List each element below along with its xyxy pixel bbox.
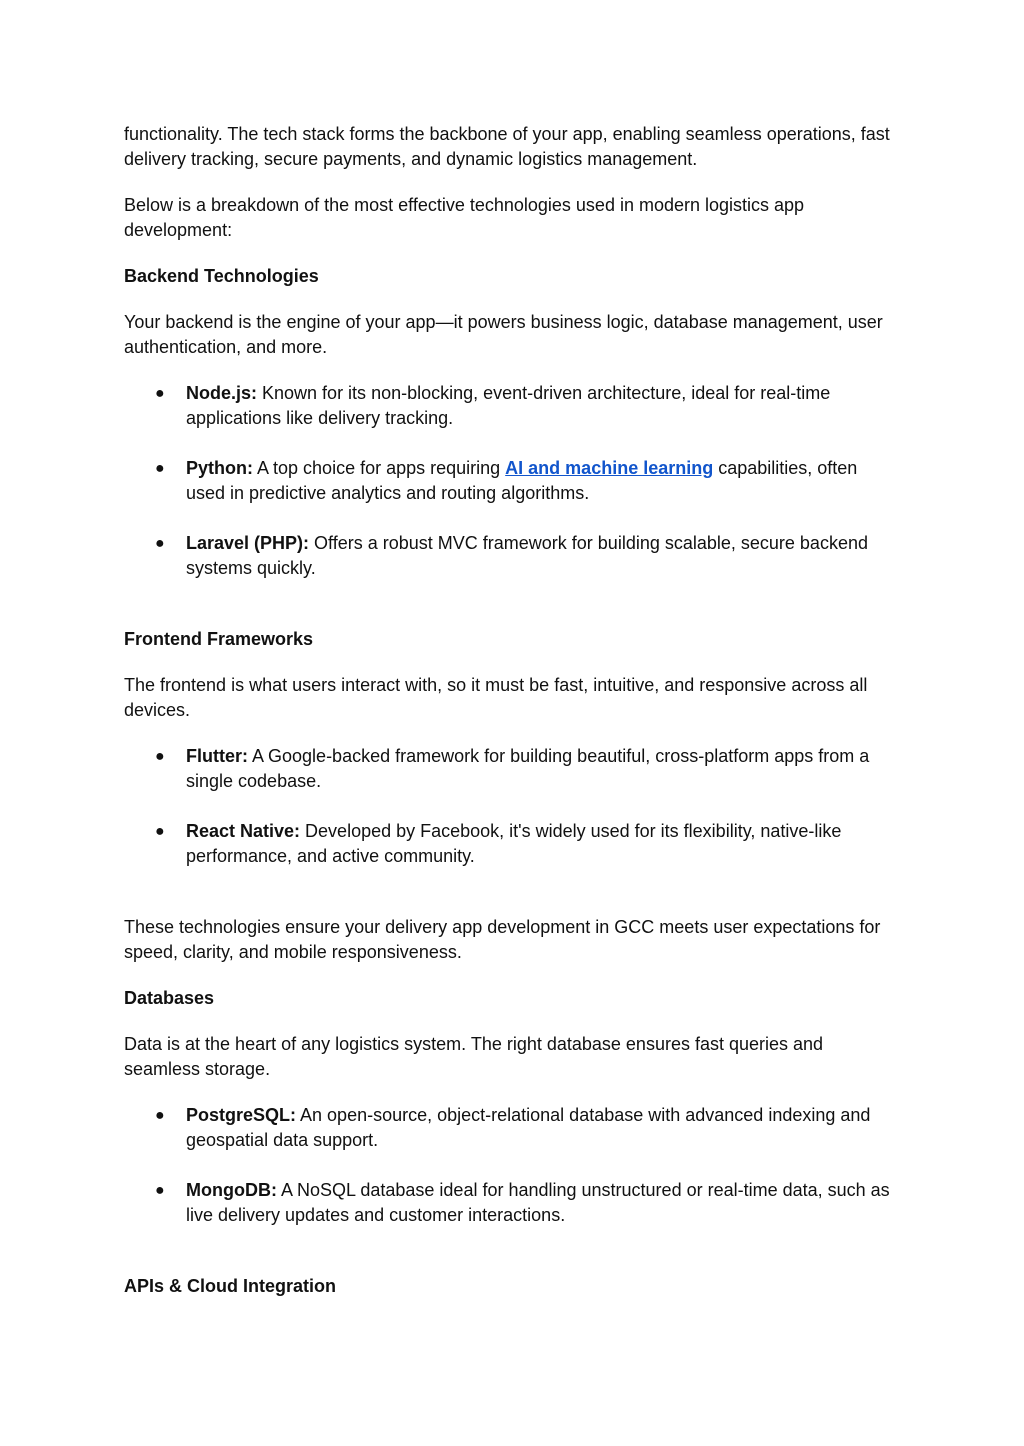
desc-postgresql: An open-source, object-relational database with advanced indexing and geospatial data support. [186, 1105, 871, 1150]
term-postgresql: PostgreSQL: [186, 1105, 297, 1125]
frontend-list [124, 744, 900, 869]
list-item-react-native [124, 819, 900, 869]
databases-heading: Databases [124, 988, 215, 1008]
term-laravel: Laravel (PHP): [186, 533, 310, 553]
intro-paragraph-1: functionality. The tech stack forms the backbone of your app, enabling seamless operations, fast delivery tracking, secure payments, and dynamic logistics management. [124, 124, 890, 169]
bullet-icon: ● [155, 1107, 165, 1124]
list-item-python [124, 456, 900, 506]
desc-python-after: capabilities, often used in predictive analytics and routing algorithms. [186, 458, 858, 503]
term-nodejs: Node.js: [186, 383, 258, 403]
databases-description: Data is at the heart of any logistics system. The right database ensures fast queries and seamless storage. [124, 1034, 824, 1079]
list-item-laravel [124, 531, 900, 581]
bullet-icon: ● [155, 823, 165, 840]
term-python: Python: [186, 458, 253, 478]
desc-python-before: A top choice for apps requiring [253, 458, 506, 478]
list-item-nodejs [124, 381, 900, 431]
bullet-icon: ● [155, 460, 165, 477]
document-page [124, 122, 900, 1299]
bullet-icon: ● [155, 385, 165, 402]
desc-nodejs: Known for its non-blocking, event-driven architecture, ideal for real-time applications like delivery tracking. [186, 383, 831, 428]
ai-ml-link[interactable]: AI and machine learning [505, 458, 714, 478]
backend-list [124, 381, 900, 581]
list-item-postgresql [124, 1103, 900, 1153]
backend-heading: Backend Technologies [124, 266, 319, 286]
databases-list [124, 1103, 900, 1228]
bullet-icon: ● [155, 748, 165, 765]
term-mongodb: MongoDB: [186, 1180, 277, 1200]
term-react-native: React Native: [186, 821, 301, 841]
desc-flutter: A Google-backed framework for building beautiful, cross-platform apps from a single codebase. [186, 746, 870, 791]
frontend-description: The frontend is what users interact with, so it must be fast, intuitive, and responsive across all devices. [124, 675, 868, 720]
list-item-mongodb [124, 1178, 900, 1228]
desc-mongodb: A NoSQL database ideal for handling unstructured or real-time data, such as live delivery updates and customer interactions. [186, 1180, 890, 1225]
frontend-summary: These technologies ensure your delivery app development in GCC meets user expectations for speed, clarity, and mobile responsiveness. [124, 917, 881, 962]
desc-react-native: Developed by Facebook, it's widely used for its flexibility, native-like performance, and active community. [186, 821, 842, 866]
list-item-flutter [124, 744, 900, 794]
frontend-heading: Frontend Frameworks [124, 629, 314, 649]
backend-description: Your backend is the engine of your app—it powers business logic, database management, user authentication, and more. [124, 312, 883, 357]
intro-paragraph-2: Below is a breakdown of the most effective technologies used in modern logistics app development: [124, 195, 805, 240]
bullet-icon: ● [155, 535, 165, 552]
term-flutter: Flutter: [186, 746, 248, 766]
bullet-icon: ● [155, 1182, 165, 1199]
desc-laravel: Offers a robust MVC framework for building scalable, secure backend systems quickly. [186, 533, 868, 578]
apis-heading: APIs & Cloud Integration [124, 1276, 337, 1296]
